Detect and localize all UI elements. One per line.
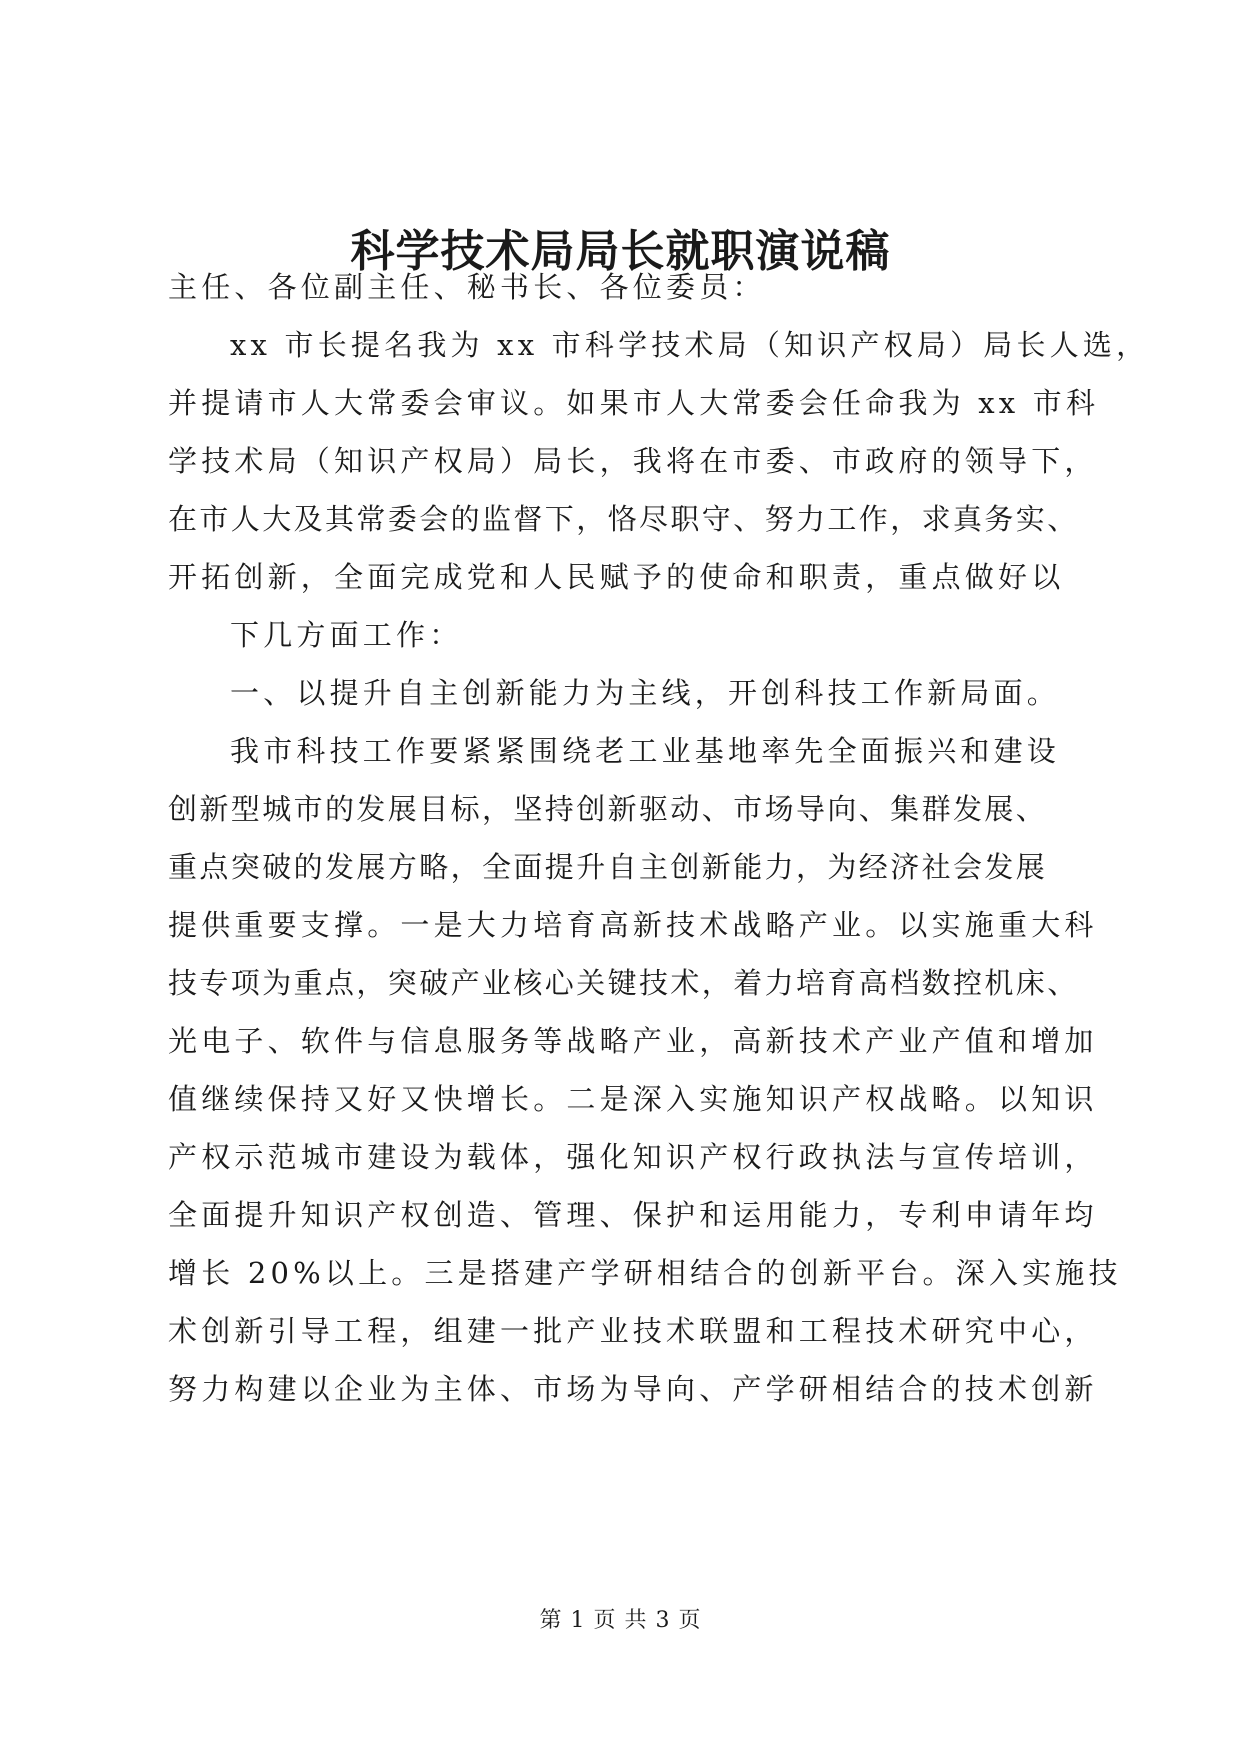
- paragraph-line: 我市科技工作要紧紧围绕老工业基地率先全面振兴和建设: [230, 734, 1061, 768]
- section-heading: 一、以提升自主创新能力为主线，开创科技工作新局面。: [230, 676, 1061, 710]
- document-title: 科学技术局局长就职演说稿: [350, 226, 891, 277]
- paragraph-line: 下几方面工作：: [230, 618, 463, 652]
- page-footer: 第 1 页 共 3 页: [539, 1608, 702, 1633]
- salutation-line: 主任、各位副主任、秘书长、各位委员：: [168, 270, 766, 304]
- paragraph-line: 并提请市人大常委会审议。如果市人大常委会任命我为 xx 市科: [168, 386, 1100, 420]
- paragraph-line: 产权示范城市建设为载体，强化知识产权行政执法与宣传培训，: [168, 1140, 1098, 1174]
- paragraph-line: 开拓创新，全面完成党和人民赋予的使命和职责，重点做好以: [168, 560, 1065, 594]
- paragraph-line: 学技术局（知识产权局）局长，我将在市委、市政府的领导下，: [168, 444, 1098, 478]
- paragraph-line: 术创新引导工程，组建一批产业技术联盟和工程技术研究中心，: [168, 1314, 1098, 1348]
- document-body: [168, 258, 1150, 1418]
- paragraph-line: 全面提升知识产权创造、管理、保护和运用能力，专利申请年均: [168, 1198, 1098, 1232]
- paragraph-line: 重点突破的发展方略，全面提升自主创新能力，为经济社会发展: [168, 850, 1048, 884]
- paragraph-line: 提供重要支撑。一是大力培育高新技术战略产业。以实施重大科: [168, 908, 1098, 942]
- paragraph-line: 努力构建以企业为主体、市场为导向、产学研相结合的技术创新: [168, 1372, 1098, 1406]
- paragraph-line: 创新型城市的发展目标，坚持创新驱动、市场导向、集群发展、: [168, 792, 1048, 826]
- paragraph-line: 在市人大及其常委会的监督下，恪尽职守、努力工作，求真务实、: [168, 502, 1079, 536]
- paragraph-line: 光电子、软件与信息服务等战略产业，高新技术产业产值和增加: [168, 1024, 1098, 1058]
- paragraph-line: 增长 20%以上。三是搭建产学研相结合的创新平台。深入实施技: [168, 1256, 1122, 1290]
- paragraph-line: xx 市长提名我为 xx 市科学技术局（知识产权局）局长人选，: [230, 328, 1150, 362]
- paragraph-line: 值继续保持又好又快增长。二是深入实施知识产权战略。以知识: [168, 1082, 1098, 1116]
- paragraph-line: 技专项为重点，突破产业核心关键技术，着力培育高档数控机床、: [168, 966, 1079, 1000]
